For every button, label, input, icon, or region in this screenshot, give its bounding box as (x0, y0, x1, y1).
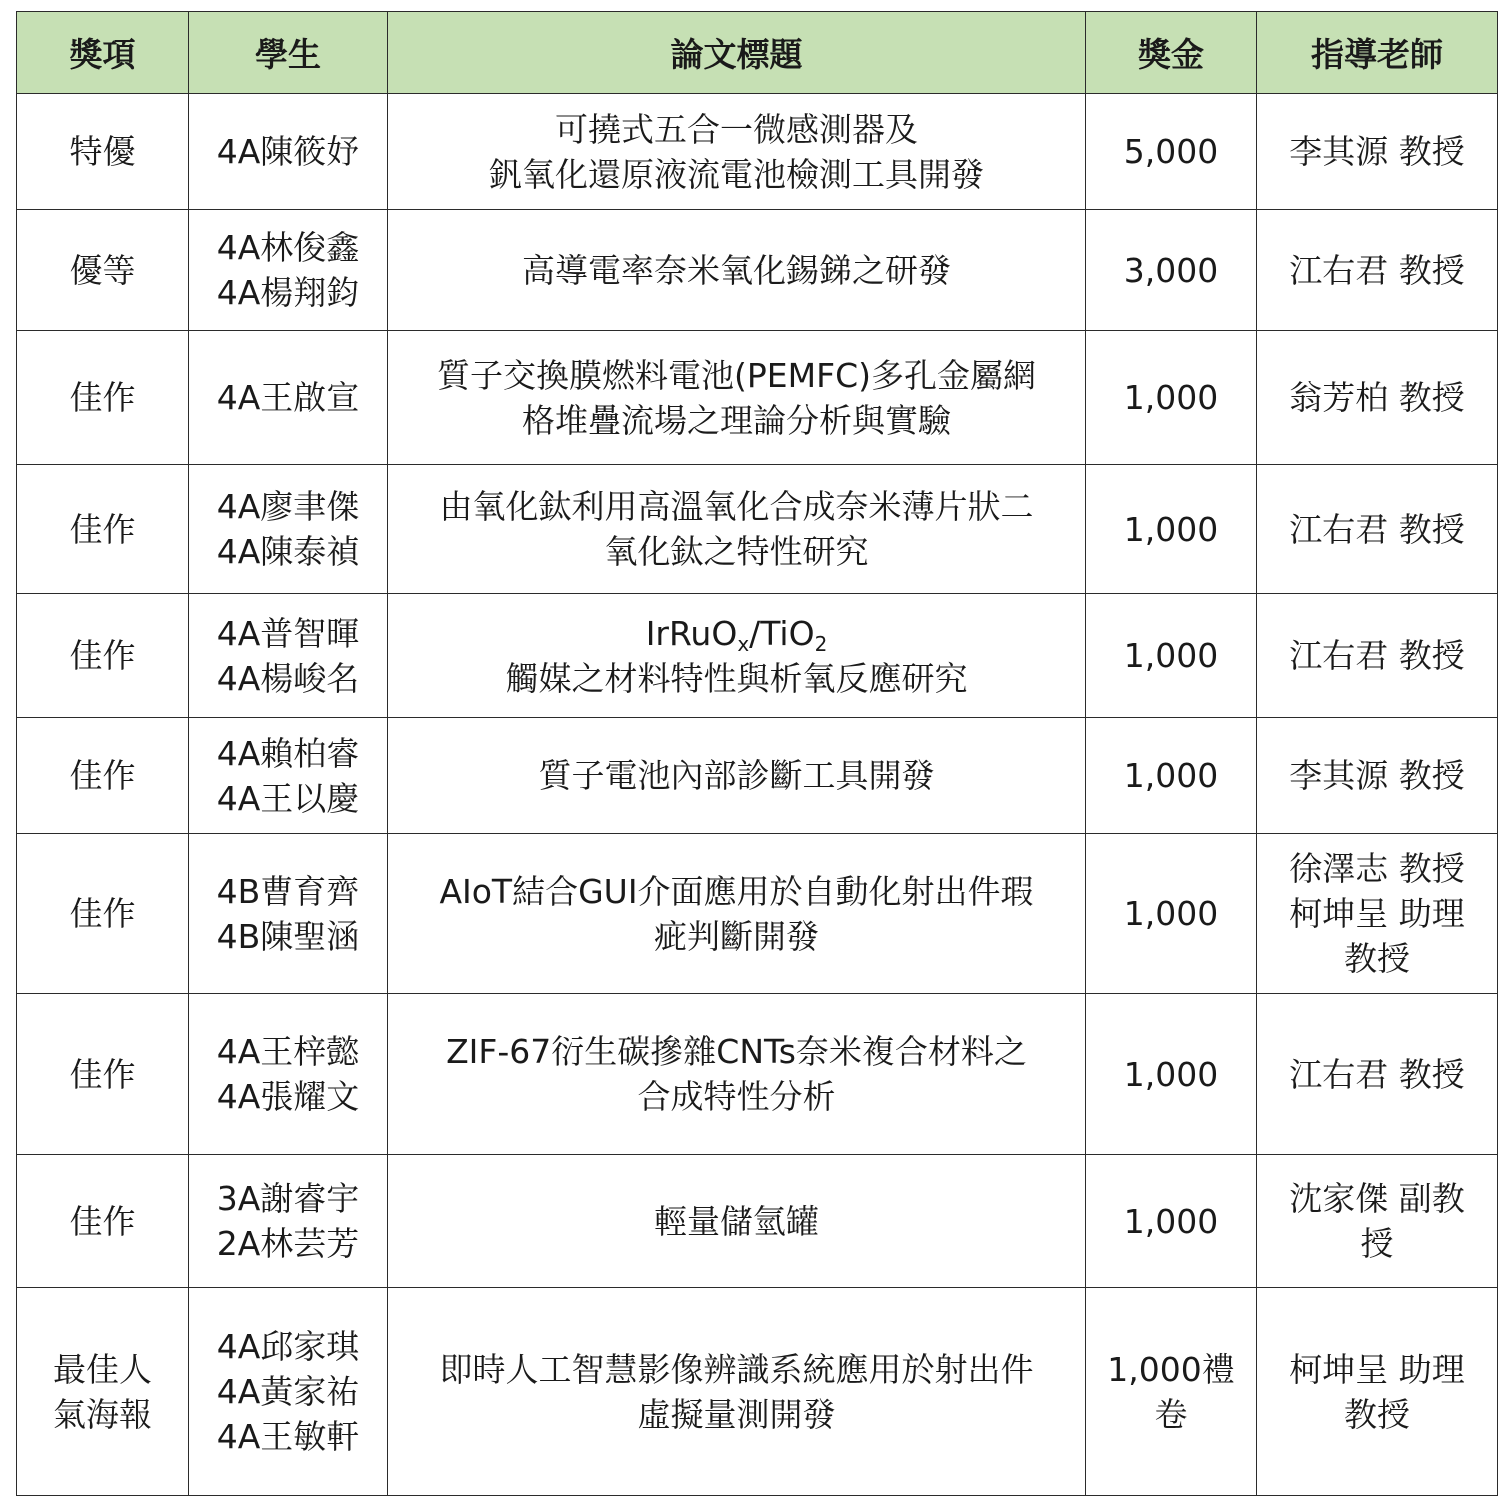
prize-cell: 1,000 (1086, 465, 1257, 594)
award-cell: 佳作 (17, 718, 189, 834)
title-cell (388, 1288, 1086, 1496)
student-name: 4B曹育齊 (216, 871, 360, 911)
advisor-cell (1257, 210, 1498, 331)
table-row (17, 94, 1498, 210)
title-line: 由氧化鈦利用高溫氧化合成奈米薄片狀二 (439, 487, 1034, 526)
formula-part: IrRuO (645, 613, 738, 653)
table-row (17, 1155, 1498, 1288)
award-cell: 佳作 (17, 994, 189, 1155)
award-cell: 佳作 (17, 465, 189, 594)
title-line: 輕量儲氫罐 (654, 1201, 819, 1241)
student-name: 4A賴柏睿 (216, 733, 360, 773)
advisor-line: 教授 (1344, 939, 1410, 978)
advisor-cell (1257, 1155, 1498, 1288)
title-cell (388, 994, 1086, 1155)
advisor-line: 江右君 教授 (1289, 250, 1465, 290)
title-line: 格堆疊流場之理論分析與實驗 (522, 400, 951, 440)
student-name: 4B陳聖涵 (216, 916, 360, 956)
title-cell (388, 718, 1086, 834)
formula-subscript: 2 (814, 631, 828, 656)
table-row (17, 331, 1498, 465)
title-cell (388, 834, 1086, 994)
student-cell (189, 834, 388, 994)
title-line: 可撓式五合一微感測器及 (555, 109, 918, 149)
title-line: AIoT結合GUI介面應用於自動化射出件瑕 (439, 871, 1034, 911)
student-name: 4A林俊鑫 (216, 228, 360, 267)
header-prize: 獎金 (1086, 12, 1257, 94)
advisor-cell (1257, 1288, 1498, 1496)
award-cell: 佳作 (17, 834, 189, 994)
advisor-line: 教授 (1344, 1394, 1410, 1434)
student-cell (189, 210, 388, 331)
advisor-line: 徐澤志 教授 (1289, 849, 1465, 888)
title-line: 高導電率奈米氧化錫銻之研發 (522, 250, 951, 290)
title-line: 合成特性分析 (637, 1077, 836, 1116)
title-cell (388, 331, 1086, 465)
student-cell (189, 465, 388, 594)
title-cell (388, 94, 1086, 210)
student-name: 4A普智暉 (216, 613, 360, 653)
title-cell (388, 465, 1086, 594)
title-line: 觸媒之材料特性與析氧反應研究 (505, 658, 968, 698)
student-name: 4A廖聿傑 (216, 487, 360, 526)
prize-cell: 1,000 (1086, 718, 1257, 834)
table-row (17, 834, 1498, 994)
title-line: ZIF-67衍生碳摻雜CNTs奈米複合材料之 (446, 1032, 1027, 1071)
prize-cell: 1,000 (1086, 834, 1257, 994)
header-row (17, 12, 1498, 94)
advisor-cell (1257, 594, 1498, 718)
student-name: 4A張耀文 (216, 1077, 360, 1116)
prize-cell: 1,000 (1086, 994, 1257, 1155)
header-advisor: 指導老師 (1257, 12, 1498, 94)
advisor-line: 江右君 教授 (1289, 509, 1465, 549)
prize-line: 卷 (1154, 1394, 1188, 1434)
student-cell (189, 331, 388, 465)
title-line: 質子交換膜燃料電池(PEMFC)多孔金屬網 (437, 355, 1036, 395)
advisor-cell (1257, 465, 1498, 594)
header-title: 論文標題 (388, 12, 1086, 94)
table-row (17, 465, 1498, 594)
award-cell: 特優 (17, 94, 189, 210)
table-row (17, 718, 1498, 834)
title-line: 即時人工智慧影像辨識系統應用於射出件 (439, 1349, 1034, 1389)
student-name: 4A王以慶 (216, 778, 360, 818)
student-name: 3A謝睿宇 (216, 1179, 360, 1218)
advisor-line: 江右君 教授 (1289, 636, 1465, 675)
award-cell: 優等 (17, 210, 189, 331)
prize-cell: 3,000 (1086, 210, 1257, 331)
header-award: 獎項 (17, 12, 189, 94)
prize-cell (1086, 1288, 1257, 1496)
advisor-cell (1257, 718, 1498, 834)
advisor-line: 江右君 教授 (1289, 1054, 1465, 1094)
award-cell: 佳作 (17, 1155, 189, 1288)
title-line: 疵判斷開發 (654, 916, 819, 956)
prize-cell: 1,000 (1086, 594, 1257, 718)
advisor-line: 授 (1360, 1224, 1394, 1263)
prize-line: 1,000禮 (1107, 1349, 1235, 1389)
advisor-cell (1257, 834, 1498, 994)
title-line: 釩氧化還原液流電池檢測工具開發 (489, 154, 984, 194)
student-cell (189, 94, 388, 210)
advisor-cell (1257, 94, 1498, 210)
table-row (17, 994, 1498, 1155)
table-row (17, 210, 1498, 331)
student-name: 4A王敏軒 (216, 1417, 360, 1456)
prize-cell: 1,000 (1086, 331, 1257, 465)
advisor-line: 李其源 教授 (1289, 756, 1465, 795)
student-name: 4A王啟宣 (216, 378, 360, 417)
table-row (17, 1288, 1498, 1496)
prize-cell: 5,000 (1086, 94, 1257, 210)
student-name: 4A邱家琪 (216, 1327, 360, 1366)
student-name: 4A王梓懿 (216, 1032, 360, 1071)
formula-part: /TiO (749, 613, 815, 653)
header-student: 學生 (189, 12, 388, 94)
title-cell (388, 210, 1086, 331)
student-cell (189, 1155, 388, 1288)
student-name: 4A陳筱妤 (216, 132, 360, 171)
student-name: 4A黃家祐 (216, 1372, 360, 1411)
student-name: 4A楊翔鈞 (216, 273, 360, 312)
advisor-line: 李其源 教授 (1289, 132, 1465, 171)
student-cell (189, 1288, 388, 1496)
table-row (17, 594, 1498, 718)
award-cell: 佳作 (17, 594, 189, 718)
advisor-cell (1257, 331, 1498, 465)
advisor-line: 翁芳柏 教授 (1289, 378, 1465, 417)
formula-subscript: x (737, 631, 750, 656)
title-line: 氧化鈦之特性研究 (604, 532, 869, 571)
student-name: 4A陳泰禎 (216, 532, 360, 571)
award-line: 氣海報 (53, 1394, 152, 1434)
prize-cell: 1,000 (1086, 1155, 1257, 1288)
award-cell (17, 1288, 189, 1496)
title-line: 虛擬量測開發 (637, 1394, 836, 1434)
advisor-cell (1257, 994, 1498, 1155)
advisor-line: 柯坤呈 助理 (1289, 1349, 1465, 1389)
table-header (17, 12, 1498, 94)
title-cell (388, 1155, 1086, 1288)
advisor-line: 沈家傑 副教 (1289, 1179, 1465, 1218)
student-name: 4A楊峻名 (216, 658, 360, 698)
advisor-line: 柯坤呈 助理 (1289, 894, 1465, 933)
awards-table (16, 11, 1498, 1496)
award-line: 最佳人 (53, 1349, 152, 1389)
title-formula (394, 611, 1079, 656)
award-cell: 佳作 (17, 331, 189, 465)
student-cell (189, 718, 388, 834)
student-cell (189, 994, 388, 1155)
student-cell (189, 594, 388, 718)
title-line: 質子電池內部診斷工具開發 (538, 756, 935, 795)
title-cell (388, 594, 1086, 718)
student-name: 2A林芸芳 (216, 1224, 360, 1263)
